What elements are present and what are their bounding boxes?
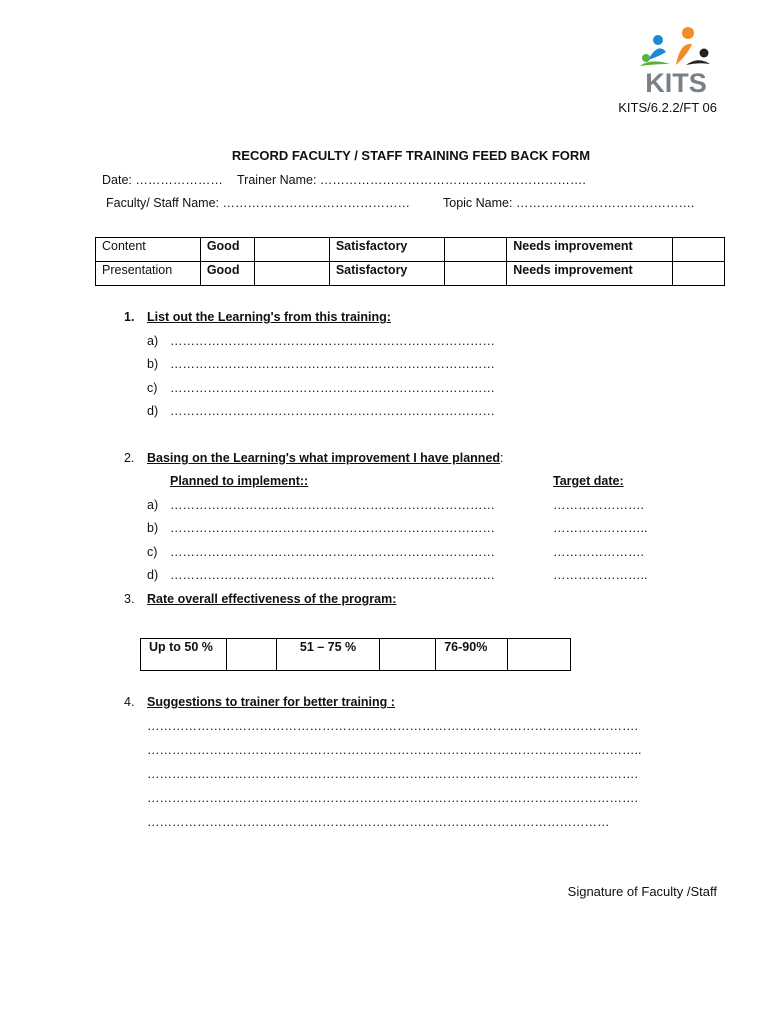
option-checkbox-cell[interactable] — [380, 639, 436, 671]
q1-letter: a) — [147, 334, 159, 348]
q2-answer-line[interactable]: …………………………………………………………………… — [170, 498, 495, 512]
kits-logo — [636, 20, 716, 96]
effectiveness-table — [140, 638, 571, 671]
good-checkbox-cell[interactable] — [255, 262, 330, 286]
q1-letter: d) — [147, 404, 159, 418]
q2-title-wrap — [147, 451, 504, 465]
date-label: Date: — [102, 173, 132, 187]
suggestion-line[interactable]: ………………………………………………………………………………………………………. — [147, 791, 638, 805]
faculty-label: Faculty/ Staff Name: — [106, 196, 220, 210]
q2-target-line[interactable]: …………………. — [553, 545, 644, 559]
q4-title: Suggestions to trainer for better training : — [147, 695, 395, 709]
q1-letter: b) — [147, 357, 159, 371]
q2-answer-line[interactable]: …………………………………………………………………… — [170, 545, 495, 559]
suggestion-line[interactable]: ………………………………………………………………………………………………………. — [147, 719, 638, 733]
good-checkbox-cell[interactable] — [255, 238, 330, 262]
date-dots: ………………… — [135, 173, 223, 187]
table-row — [96, 238, 725, 262]
q2-target-line[interactable]: ………………….. — [553, 521, 648, 535]
date-field[interactable] — [102, 173, 223, 187]
good-label: Good — [200, 262, 254, 286]
q1-answer-line[interactable]: …………………………………………………………………… — [170, 404, 495, 418]
needs-improvement-checkbox-cell[interactable] — [672, 238, 724, 262]
q2-letter: d) — [147, 568, 159, 582]
q2-target-line[interactable]: …………………. — [553, 498, 644, 512]
satisfactory-label: Satisfactory — [329, 262, 444, 286]
q2-answer-line[interactable]: …………………………………………………………………… — [170, 568, 495, 582]
topic-name-field[interactable] — [443, 196, 694, 210]
q2-number: 2. — [124, 451, 135, 465]
good-label: Good — [200, 238, 254, 262]
needs-improvement-label: Needs improvement — [507, 262, 672, 286]
topic-label: Topic Name: — [443, 196, 513, 210]
satisfactory-checkbox-cell[interactable] — [444, 238, 506, 262]
option-label: 51 – 75 % — [276, 639, 380, 671]
trainer-name-field[interactable] — [237, 173, 586, 187]
q2-answer-line[interactable]: …………………………………………………………………… — [170, 521, 495, 535]
row-label: Content — [96, 238, 201, 262]
q3-title: Rate overall effectiveness of the program: — [147, 592, 397, 606]
form-title: RECORD FACULTY / STAFF TRAINING FEED BACK FORM — [231, 148, 591, 163]
logo-text: KITS — [645, 68, 707, 96]
option-checkbox-cell[interactable] — [508, 639, 571, 671]
q2-letter: c) — [147, 545, 158, 559]
faculty-dots: ……………………………………… — [222, 196, 410, 210]
document-code: KITS/6.2.2/FT 06 — [618, 100, 717, 115]
table-row — [141, 639, 571, 671]
trainer-dots: ………………………………………………………. — [319, 173, 586, 187]
trainer-label: Trainer Name: — [237, 173, 317, 187]
option-label: 76-90% — [436, 639, 508, 671]
option-label: Up to 50 % — [141, 639, 227, 671]
q1-answer-line[interactable]: …………………………………………………………………… — [170, 357, 495, 371]
q1-letter: c) — [147, 381, 158, 395]
satisfactory-checkbox-cell[interactable] — [444, 262, 506, 286]
suggestion-line[interactable]: ………………………………………………………………………………………………… — [147, 815, 610, 829]
q2-title: Basing on the Learning's what improvement I have planned — [147, 451, 501, 465]
needs-improvement-checkbox-cell[interactable] — [672, 262, 724, 286]
q3-number: 3. — [124, 592, 135, 606]
q2-colon: : — [500, 451, 504, 465]
planned-header: Planned to implement:: — [170, 474, 309, 488]
needs-improvement-label: Needs improvement — [507, 238, 672, 262]
q1-answer-line[interactable]: …………………………………………………………………… — [170, 334, 495, 348]
faculty-name-field[interactable] — [106, 196, 410, 210]
suggestion-line[interactable]: ………………………………………………………………………………………………………. — [147, 767, 638, 781]
q4-number: 4. — [124, 695, 135, 709]
row-label: Presentation — [96, 262, 201, 286]
q1-title: List out the Learning's from this training: — [147, 310, 391, 324]
signature-label: Signature of Faculty /Staff — [567, 884, 717, 899]
target-date-header: Target date: — [553, 474, 624, 488]
q2-target-line[interactable]: ………………….. — [553, 568, 648, 582]
topic-dots: ……………………………………. — [515, 196, 695, 210]
q2-letter: a) — [147, 498, 159, 512]
suggestion-line[interactable]: ……………………………………………………………………………………………………….. — [147, 743, 642, 757]
q1-answer-line[interactable]: …………………………………………………………………… — [170, 381, 495, 395]
rating-table — [95, 237, 725, 286]
q1-number: 1. — [124, 310, 135, 324]
option-checkbox-cell[interactable] — [226, 639, 276, 671]
satisfactory-label: Satisfactory — [329, 238, 444, 262]
q2-letter: b) — [147, 521, 159, 535]
table-row — [96, 262, 725, 286]
kits-people-logo-icon — [640, 27, 710, 66]
